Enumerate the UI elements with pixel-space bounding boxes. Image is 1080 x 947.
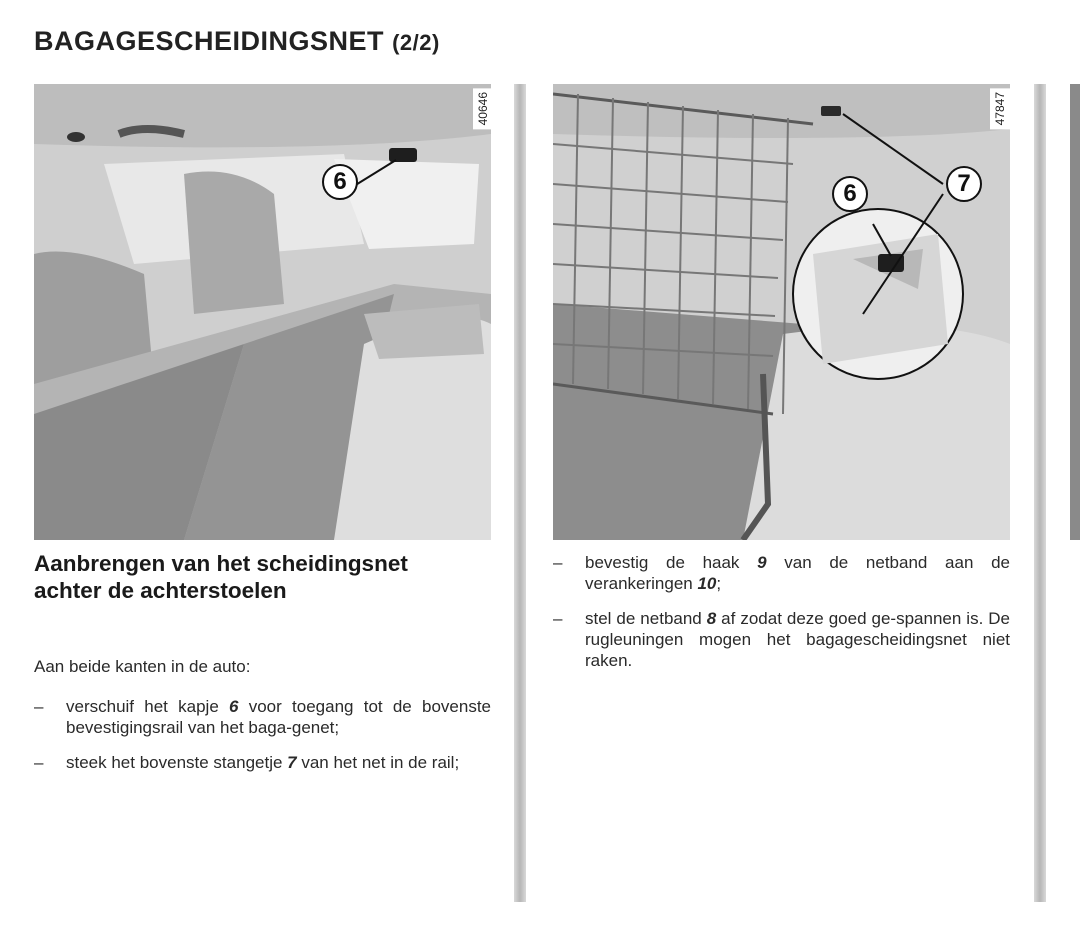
step-text: ; — [716, 574, 722, 593]
figure-ref-number: 47847 — [990, 88, 1010, 129]
step-text: steek het bovenste stangetje — [66, 753, 288, 772]
illustration-partial — [1070, 84, 1080, 540]
list-dash: – — [34, 753, 44, 772]
list-dash: – — [553, 553, 563, 572]
steps-list-left — [34, 696, 491, 787]
step-item — [34, 752, 491, 773]
callout-6: 6 — [832, 176, 868, 212]
illustration-trunk-left — [34, 84, 491, 540]
section-intro: Aan beide kanten in de auto: — [34, 657, 251, 676]
step-item — [34, 696, 491, 738]
step-text: stel de netband — [585, 609, 707, 628]
list-dash: – — [553, 609, 563, 628]
step-text: af zodat deze goed ge-spannen is. De rugleuningen mogen het bagagescheidingsnet niet raken. — [585, 609, 1010, 670]
column-separator-right — [1034, 84, 1046, 902]
illustration-trunk-net — [553, 84, 1010, 540]
steps-list-right — [553, 552, 1010, 685]
step-number: 8 — [706, 609, 717, 628]
step-number: 7 — [287, 753, 297, 772]
step-text: voor toegang tot de bovenste bevestigingsrail van het baga-genet; — [66, 697, 491, 737]
step-item — [553, 552, 1010, 594]
step-text: bevestig de haak — [585, 553, 758, 572]
page-title — [34, 26, 440, 57]
step-text: van de netband aan de verankeringen — [585, 553, 1010, 593]
step-item — [553, 608, 1010, 671]
callout-7: 7 — [946, 166, 982, 202]
step-number: 10 — [697, 574, 717, 593]
step-number: 9 — [757, 553, 767, 572]
callout-6: 6 — [322, 164, 358, 200]
section-heading: Aanbrengen van het scheidingsnet achter de achterstoelen — [34, 551, 408, 603]
step-number: 6 — [229, 697, 239, 716]
step-text: verschuif het kapje — [66, 697, 230, 716]
column-separator-left — [514, 84, 526, 902]
title-text: BAGAGESCHEIDINGSNET — [34, 26, 385, 56]
figure-ref-number: 40646 — [473, 88, 493, 129]
step-text: van het net in de rail; — [296, 753, 460, 772]
list-dash: – — [34, 697, 44, 716]
title-suffix: (2/2) — [392, 30, 440, 55]
